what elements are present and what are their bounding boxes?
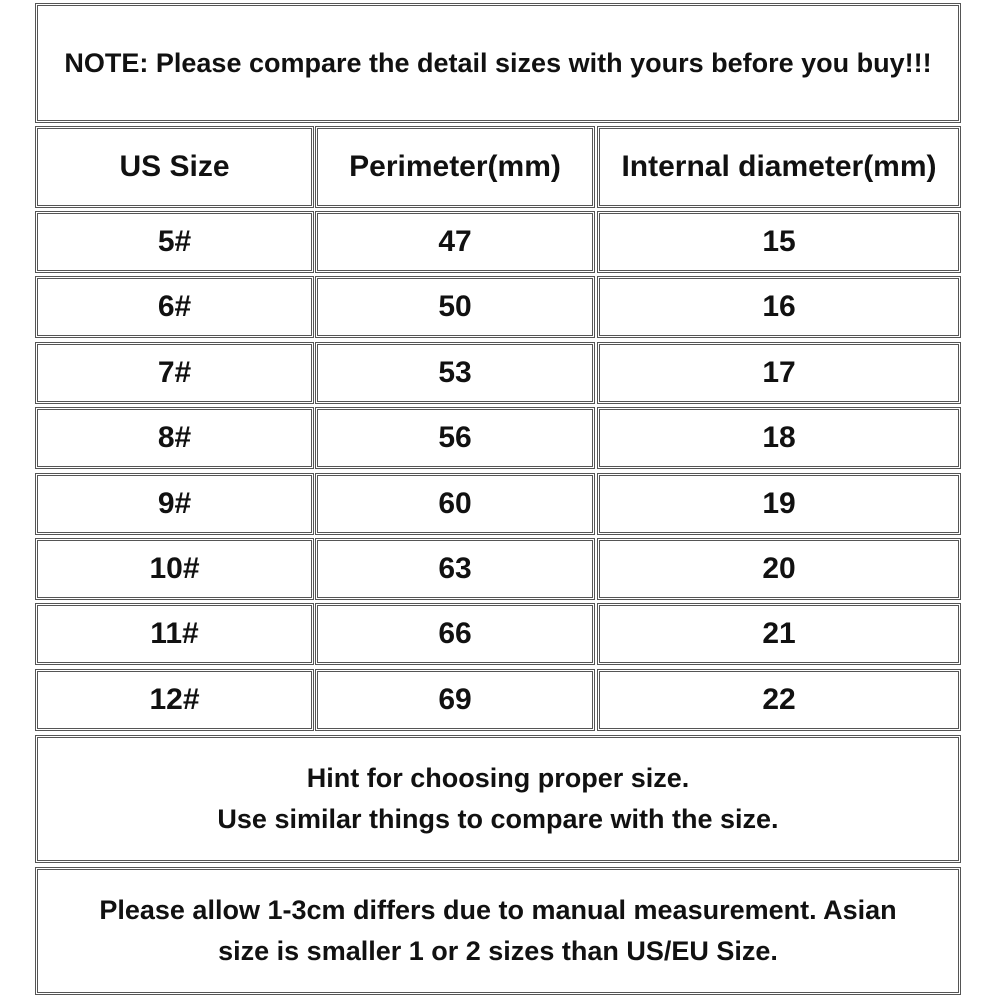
table-cell-us-size: 9# [35,473,314,535]
table-cell-us-size: 11# [35,603,314,665]
table-cell-internal-diameter: 17 [597,342,961,404]
table-cell-perimeter: 69 [315,669,595,731]
hint-line-1: Hint for choosing proper size. [306,763,690,793]
table-cell-us-size: 5# [35,211,314,273]
table-cell-internal-diameter: 21 [597,603,961,665]
column-header-internal-diameter: Internal diameter(mm) [597,126,961,208]
hint-box [35,735,961,863]
table-cell-internal-diameter: 20 [597,538,961,600]
table-cell-internal-diameter: 15 [597,211,961,273]
table-cell-us-size: 8# [35,407,314,469]
measurement-note-line-2: size is smaller 1 or 2 sizes than US/EU Size. [218,936,778,966]
table-cell-us-size: 12# [35,669,314,731]
table-cell-us-size: 6# [35,276,314,338]
note-box [35,3,961,123]
table-cell-perimeter: 63 [315,538,595,600]
measurement-note-box [35,867,961,995]
column-header-perimeter: Perimeter(mm) [315,126,595,208]
table-cell-perimeter: 53 [315,342,595,404]
column-header-us-size: US Size [35,126,314,208]
table-cell-perimeter: 60 [315,473,595,535]
table-cell-internal-diameter: 16 [597,276,961,338]
table-cell-us-size: 7# [35,342,314,404]
table-cell-perimeter: 50 [315,276,595,338]
hint-line-2: Use similar things to compare with the size. [217,804,779,834]
table-cell-perimeter: 47 [315,211,595,273]
note-text: NOTE: Please compare the detail sizes with yours before you buy!!! [64,47,932,78]
table-cell-internal-diameter: 22 [597,669,961,731]
table-cell-internal-diameter: 19 [597,473,961,535]
table-cell-us-size: 10# [35,538,314,600]
table-cell-perimeter: 66 [315,603,595,665]
measurement-note-line-1: Please allow 1-3cm differs due to manual measurement. Asian [99,895,897,925]
table-cell-internal-diameter: 18 [597,407,961,469]
table-cell-perimeter: 56 [315,407,595,469]
